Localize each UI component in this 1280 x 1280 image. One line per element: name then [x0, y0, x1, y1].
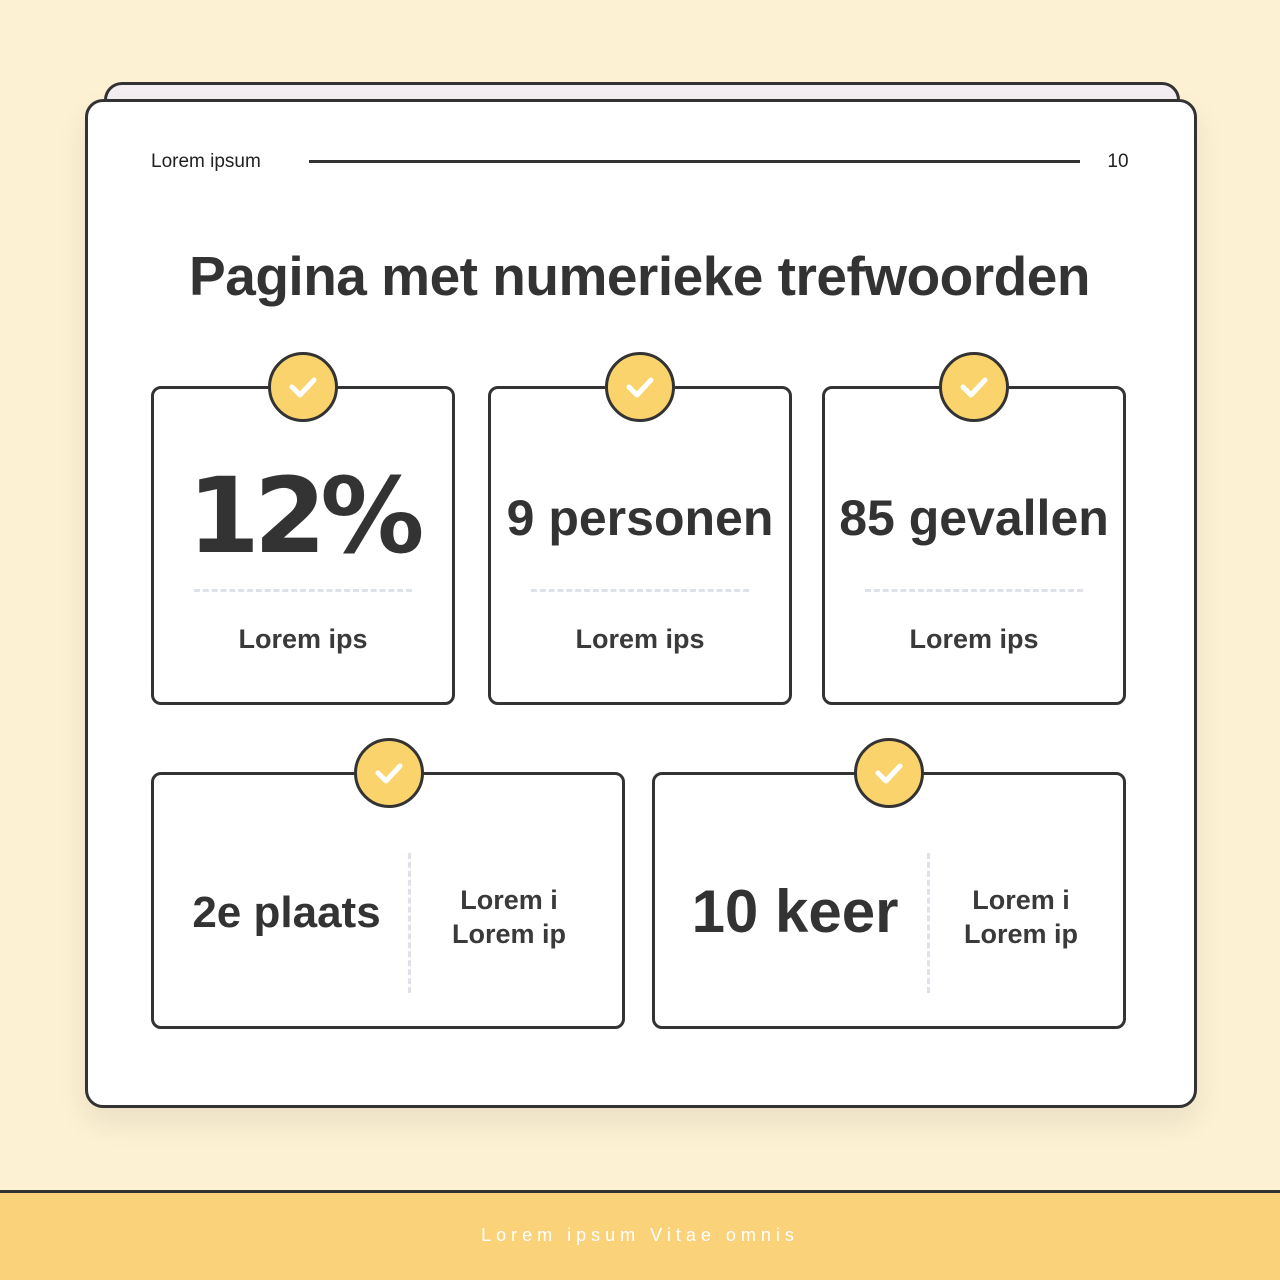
footer-text: Lorem ipsum Vitae omnis [481, 1225, 799, 1245]
stat-caption: Lorem ips [909, 624, 1039, 654]
stat-caption [933, 883, 1109, 951]
stat-value: 12% [187, 455, 419, 577]
stat-card-1 [151, 386, 455, 705]
stat-caption-line-1: Lorem i [460, 885, 558, 915]
check-icon [605, 352, 675, 422]
stat-value: 9 personen [506, 490, 774, 546]
check-icon [354, 738, 424, 808]
stat-caption: Lorem ips [575, 624, 705, 654]
divider [408, 853, 411, 993]
divider [531, 589, 749, 592]
stat-card-5 [652, 772, 1126, 1029]
page-title: Pagina met numerieke trefwoorden [189, 245, 1090, 307]
check-icon [268, 352, 338, 422]
header-label: Lorem ipsum [151, 151, 261, 172]
stat-value: 10 keer [691, 878, 899, 945]
stat-card-4 [151, 772, 625, 1029]
stat-caption: Lorem ips [238, 624, 368, 654]
stat-value: 2e plaats [192, 888, 381, 937]
stat-caption-line-1: Lorem i [972, 885, 1070, 915]
stat-value: 85 gevallen [839, 490, 1109, 546]
stat-card-3 [822, 386, 1126, 705]
stat-card-2 [488, 386, 792, 705]
divider [865, 589, 1083, 592]
check-icon [854, 738, 924, 808]
page-number: 10 [1107, 151, 1129, 172]
divider [927, 853, 930, 993]
stat-caption-line-2: Lorem ip [963, 919, 1078, 949]
divider [194, 589, 412, 592]
footer-bar [0, 1190, 1280, 1280]
stat-caption-line-2: Lorem ip [451, 919, 566, 949]
header-divider [309, 160, 1080, 163]
stat-caption [419, 883, 599, 951]
check-icon [939, 352, 1009, 422]
